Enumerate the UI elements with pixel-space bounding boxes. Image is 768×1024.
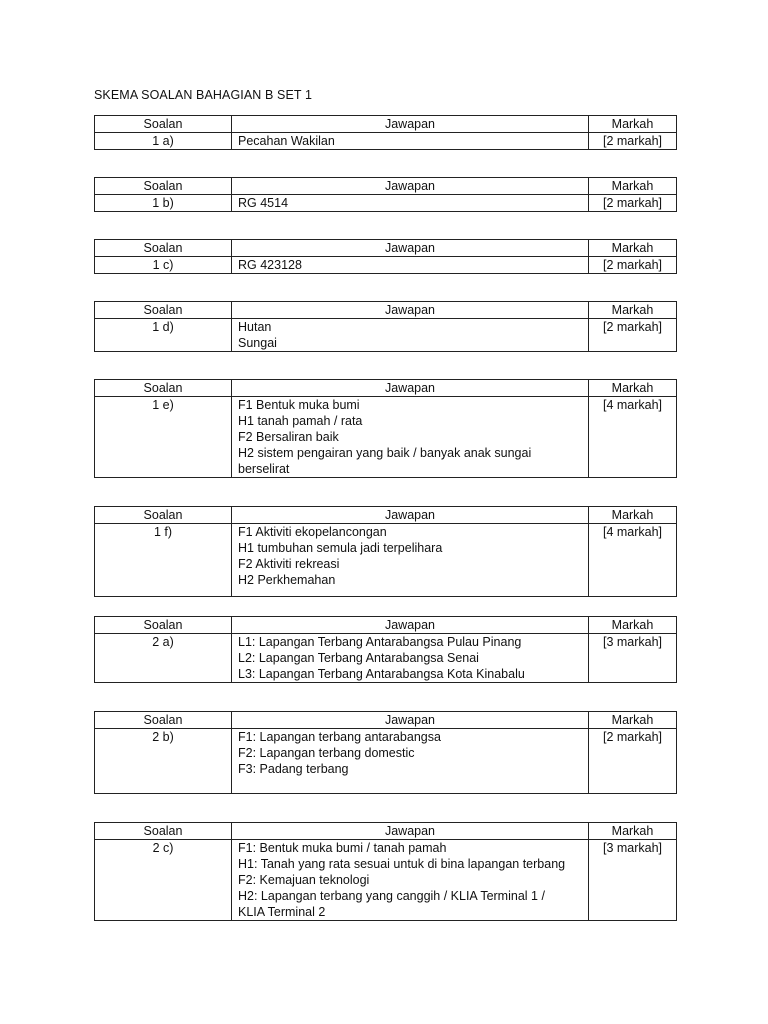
question-table xyxy=(94,379,677,478)
question-table xyxy=(94,301,677,352)
answer-line: H2: Lapangan terbang yang canggih / KLIA Terminal 1 / xyxy=(238,889,545,903)
header-markah: Markah xyxy=(589,712,677,729)
answer-line: RG 4514 xyxy=(238,196,289,210)
answer-line: Hutan xyxy=(238,320,272,334)
header-jawapan: Jawapan xyxy=(232,380,589,397)
answer-line: F3: Padang terbang xyxy=(238,762,349,776)
answer-line: Pecahan Wakilan xyxy=(238,134,335,148)
marks: [2 markah] xyxy=(589,729,677,794)
document-title: SKEMA SOALAN BAHAGIAN B SET 1 xyxy=(94,88,313,102)
table-header-row xyxy=(95,116,677,133)
header-markah: Markah xyxy=(589,507,677,524)
marks: [4 markah] xyxy=(589,397,677,478)
table-row xyxy=(95,729,677,794)
header-markah: Markah xyxy=(589,380,677,397)
question-number: 1 b) xyxy=(95,195,232,212)
question-table xyxy=(94,616,677,683)
question-number: 2 a) xyxy=(95,634,232,683)
answer-line: L2: Lapangan Terbang Antarabangsa Senai xyxy=(238,651,479,665)
header-soalan: Soalan xyxy=(95,507,232,524)
table-header-row xyxy=(95,302,677,319)
header-soalan: Soalan xyxy=(95,178,232,195)
header-soalan: Soalan xyxy=(95,823,232,840)
header-soalan: Soalan xyxy=(95,240,232,257)
answer-cell xyxy=(232,319,589,352)
question-table xyxy=(94,822,677,921)
header-markah: Markah xyxy=(589,617,677,634)
table-row xyxy=(95,133,677,150)
table-header-row xyxy=(95,240,677,257)
table-row xyxy=(95,634,677,683)
answer-line: F2: Kemajuan teknologi xyxy=(238,873,370,887)
header-soalan: Soalan xyxy=(95,380,232,397)
answer-cell xyxy=(232,397,589,478)
answer-line: F1: Lapangan terbang antarabangsa xyxy=(238,730,441,744)
question-number: 1 a) xyxy=(95,133,232,150)
answer-line: RG 423128 xyxy=(238,258,302,272)
marks: [2 markah] xyxy=(589,257,677,274)
header-jawapan: Jawapan xyxy=(232,178,589,195)
question-number: 2 b) xyxy=(95,729,232,794)
answer-line: berselirat xyxy=(238,462,290,476)
table-header-row xyxy=(95,178,677,195)
answer-line: KLIA Terminal 2 xyxy=(238,905,326,919)
table-header-row xyxy=(95,380,677,397)
answer-line: Sungai xyxy=(238,336,277,350)
header-jawapan: Jawapan xyxy=(232,712,589,729)
question-table xyxy=(94,239,677,274)
header-soalan: Soalan xyxy=(95,116,232,133)
answer-line: F1: Bentuk muka bumi / tanah pamah xyxy=(238,841,447,855)
header-markah: Markah xyxy=(589,116,677,133)
answer-cell xyxy=(232,195,589,212)
table-row xyxy=(95,840,677,921)
header-jawapan: Jawapan xyxy=(232,302,589,319)
question-number: 2 c) xyxy=(95,840,232,921)
question-number: 1 d) xyxy=(95,319,232,352)
question-table xyxy=(94,177,677,212)
table-row xyxy=(95,195,677,212)
header-jawapan: Jawapan xyxy=(232,507,589,524)
answer-line: F1 Aktiviti ekopelancongan xyxy=(238,525,387,539)
question-number: 1 f) xyxy=(95,524,232,597)
answer-cell xyxy=(232,133,589,150)
table-row xyxy=(95,319,677,352)
header-markah: Markah xyxy=(589,178,677,195)
header-jawapan: Jawapan xyxy=(232,116,589,133)
answer-line: F2 Bersaliran baik xyxy=(238,430,339,444)
marks: [4 markah] xyxy=(589,524,677,597)
answer-line: L1: Lapangan Terbang Antarabangsa Pulau Pinang xyxy=(238,635,522,649)
answer-cell xyxy=(232,840,589,921)
table-header-row xyxy=(95,823,677,840)
marks: [2 markah] xyxy=(589,133,677,150)
table-header-row xyxy=(95,617,677,634)
answer-cell xyxy=(232,524,589,597)
table-row xyxy=(95,524,677,597)
answer-line: F1 Bentuk muka bumi xyxy=(238,398,360,412)
header-markah: Markah xyxy=(589,302,677,319)
header-jawapan: Jawapan xyxy=(232,617,589,634)
answer-cell xyxy=(232,634,589,683)
table-row xyxy=(95,257,677,274)
answer-line: F2: Lapangan terbang domestic xyxy=(238,746,415,760)
answer-line: H1 tumbuhan semula jadi terpelihara xyxy=(238,541,443,555)
table-header-row xyxy=(95,712,677,729)
answer-line: H1: Tanah yang rata sesuai untuk di bina lapangan terbang xyxy=(238,857,566,871)
answer-cell xyxy=(232,729,589,794)
table-row xyxy=(95,397,677,478)
question-number: 1 c) xyxy=(95,257,232,274)
marks: [3 markah] xyxy=(589,840,677,921)
marks: [2 markah] xyxy=(589,195,677,212)
marks: [2 markah] xyxy=(589,319,677,352)
header-jawapan: Jawapan xyxy=(232,240,589,257)
question-table xyxy=(94,506,677,597)
header-jawapan: Jawapan xyxy=(232,823,589,840)
answer-line: L3: Lapangan Terbang Antarabangsa Kota Kinabalu xyxy=(238,667,525,681)
answer-line: H2 Perkhemahan xyxy=(238,573,336,587)
header-soalan: Soalan xyxy=(95,712,232,729)
question-table xyxy=(94,115,677,150)
answer-line: H1 tanah pamah / rata xyxy=(238,414,363,428)
answer-line: H2 sistem pengairan yang baik / banyak anak sungai xyxy=(238,446,532,460)
header-soalan: Soalan xyxy=(95,617,232,634)
header-markah: Markah xyxy=(589,240,677,257)
question-number: 1 e) xyxy=(95,397,232,478)
header-markah: Markah xyxy=(589,823,677,840)
header-soalan: Soalan xyxy=(95,302,232,319)
marks: [3 markah] xyxy=(589,634,677,683)
question-table xyxy=(94,711,677,794)
table-header-row xyxy=(95,507,677,524)
answer-cell xyxy=(232,257,589,274)
answer-line: F2 Aktiviti rekreasi xyxy=(238,557,340,571)
